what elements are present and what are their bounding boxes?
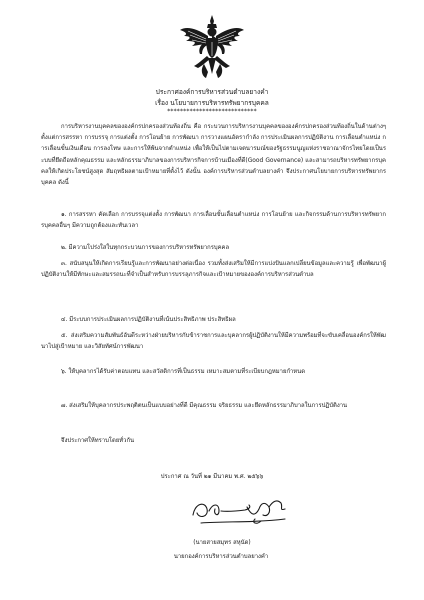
signer-name: (นายสายสมุทร สหุนัด) — [193, 540, 251, 546]
document-subject: เรื่อง นโยบายการบริหารทรัพยากรบุคคล — [155, 99, 269, 107]
policy-item-2: ๒. มีความโปร่งใสในทุกกระบวนการของการบริหารทรัพยากรบุคคล — [61, 245, 230, 251]
garuda-emblem — [178, 14, 246, 80]
policy-item-1: ๑. การสรรหา คัดเลือก การบรรจุแต่งตั้ง การพัฒนา การเลื่อนขั้นเลื่อนตำแหน่ง การโอนย้าย และกิจกรรมด้านการบริหารทรัพยากรบุคคลอื่นๆ มีความถูกต้องและทันเวลา — [41, 212, 386, 230]
policy-item-7: ๗. ส่งเสริมให้บุคลากรประพฤติตนเป็นแบบอย่างที่ดี มีคุณธรรม จริยธรรม และยึดหลักธรรมาภิบาลในการปฏิบัติงาน — [61, 403, 348, 409]
title-separator: **************************** — [167, 108, 257, 115]
policy-item-6: ๖. ให้บุคลากรได้รับค่าตอบแทน และสวัสดิการที่เป็นธรรม เหมาะสมตามที่ระเบียบกฎหมายกำหนด — [61, 369, 306, 375]
policy-item-5: ๕. ส่งเสริมความสัมพันธ์อันดีระหว่างฝ่ายบริหารกับข้าราชการและบุคลากรผู้ปฏิบัติงานให้มีความพร้อมที่จะขับเคลื่อนองค์กรให้พัฒนาไปสู่เป้าหมาย และวิสัยทัศน์การพัฒนา — [41, 333, 386, 351]
announcement-line: จึงประกาศให้ทราบโดยทั่วกัน — [61, 438, 135, 444]
handwritten-signature — [185, 485, 305, 529]
intro-paragraph: การบริหารงานบุคคลขององค์กรปกครองส่วนท้องถิ่น คือ กระบวนการบริหารงานบุคคลขององค์กรปกครองส่วนท้องถิ่นในด้านต่างๆ ตั้งแต่การสรรหา การบรรจุ การแต่งตั้ง การโอนย้าย การพัฒนา การวางแผนอัตรากำลัง การประเมินผลการปฏิบัติงาน การเลื่อนตำแหน่ง การเลื่อนขั้นเงินเดือน การลงโทษ และการให้พ้นจากตำแหน่ง เพื่อให้เป็นไปตามเจตนารมณ์ของรัฐธรรมนูญแห่งราชอาณาจักรไทยโดยเป็นระบบที่ยึดถือหลักคุณธรรม และหลักธรรมาภิบาลของการบริหารกิจการบ้านเมืองที่ดี(Good Governance) และสามารถบริหารทรัพยากรบุคคลให้เกิดประโยชน์สูงสุด สัมฤทธิผลตามเป้าหมายที่ตั้งไว้ ดังนั้น องค์การบริหารส่วนตำบลยางคำ จึงประกาศนโยบายการบริหารทรัพยากรบุคคล ดังนี้ — [41, 124, 386, 187]
announcement-date: ประกาศ ณ วันที่ ๒๑ มีนาคม พ.ศ. ๒๕๖๖ — [160, 474, 264, 480]
document-title: ประกาศองค์การบริหารส่วนตำบลยางคำ — [155, 88, 269, 96]
policy-item-3: ๓. สนับสนุนให้เกิดการเรียนรู้และการพัฒนาอย่างต่อเนื่อง รวมทั้งส่งเสริมให้มีการแบ่งปันแลกเปลี่ยนข้อมูลและความรู้ เพื่อพัฒนาผู้ปฏิบัติงานให้มีทักษะและสมรรถนะที่จำเป็นสำหรับการบรรลุภารกิจและเป้าหมายขององค์การบริหารส่วนตำบล — [41, 261, 386, 279]
policy-item-4: ๔. มีระบบการประเมินผลการปฏิบัติงานที่เน้นประสิทธิภาพ ประสิทธิผล — [61, 317, 236, 323]
signer-position: นายกองค์การบริหารส่วนตำบลยางคำ — [173, 554, 269, 560]
